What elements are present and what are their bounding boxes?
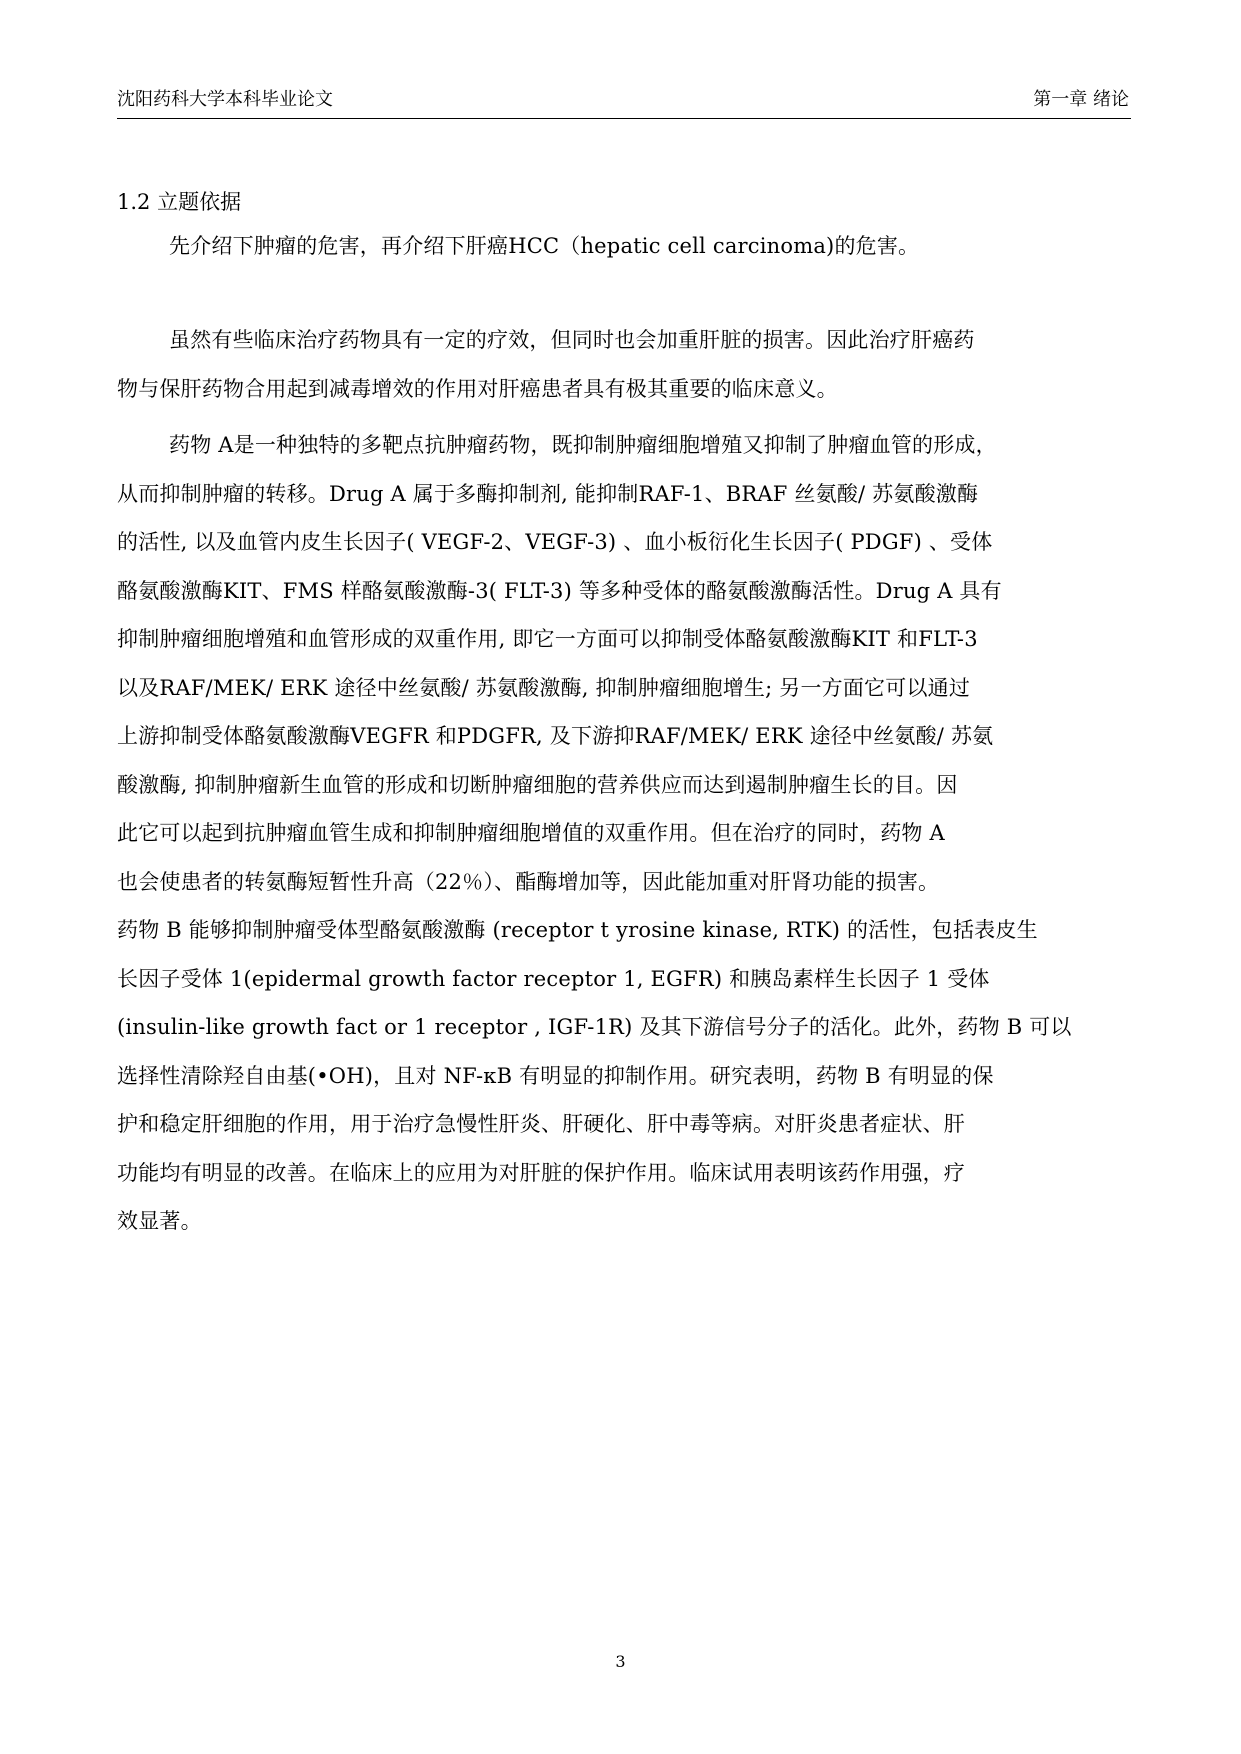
paragraph-line: 物与保肝药物合用起到减毒增效的作用对肝癌患者具有极其重要的临床意义。 <box>117 376 838 401</box>
section-heading: 1.2 立题依据 <box>117 190 242 214</box>
paragraph-clinical-significance <box>117 316 1131 413</box>
paragraph-line: 虽然有些临床治疗药物具有一定的疗效，但同时也会加重肝脏的损害。因此治疗肝癌药 <box>169 328 975 352</box>
paragraph-line: 功能均有明显的改善。在临床上的应用为对肝脏的保护作用。临床试用表明该药作用强，疗 <box>117 1160 965 1185</box>
page-number: 3 <box>615 1652 626 1671</box>
paragraph-intro <box>117 222 1131 271</box>
paragraph-line: 上游抑制受体酪氨酸激酶VEGFR 和PDGFR, 及下游抑RAF/MEK/ ERK 途径中丝氨酸/ 苏氨 <box>117 724 994 748</box>
paragraph-line: 选择性清除羟自由基(•OH)，且对 NF-κB 有明显的抑制作用。研究表明，药物 B 有明显的保 <box>117 1063 994 1088</box>
paragraph-line: 以及RAF/MEK/ ERK 途径中丝氨酸/ 苏氨酸激酶, 抑制肿瘤细胞增生; 另一方面它可以通过 <box>117 675 971 700</box>
paragraph-line: 药物 A是一种独特的多靶点抗肿瘤药物，既抑制肿瘤细胞增殖又抑制了肿瘤血管的形成， <box>169 433 997 457</box>
paragraph-line: 也会使患者的转氨酶短暂性升高（22％）、酯酶增加等，因此能加重对肝肾功能的损害。 <box>117 869 940 894</box>
paragraph-line: 长因子受体 1(epidermal growth factor receptor 1, EGFR) 和胰岛素样生长因子 1 受体 <box>117 966 990 991</box>
paragraph-line: 酪氨酸激酶KIT、FMS 样酪氨酸激酶-3( FLT-3) 等多种受体的酪氨酸激酶活性。Drug A 具有 <box>117 578 1002 603</box>
paragraph-line: 的活性, 以及血管内皮生长因子( VEGF-2、VEGF-3) 、血小板衍化生长因子( PDGF) 、受体 <box>117 530 993 554</box>
paragraph-line: 此它可以起到抗肿瘤血管生成和抑制肿瘤细胞增值的双重作用。但在治疗的同时，药物 A <box>117 821 945 845</box>
paragraph-line: 酸激酶, 抑制肿瘤新生血管的形成和切断肿瘤细胞的营养供应而达到遏制肿瘤生长的目。因 <box>117 772 958 797</box>
paragraph-line: 护和稳定肝细胞的作用，用于治疗急慢性肝炎、肝硬化、肝中毒等病。对肝炎患者症状、肝 <box>117 1112 965 1136</box>
header-thesis-title: 沈阳药科大学本科毕业论文 <box>117 89 333 110</box>
paragraph-line: (insulin-like growth fact or 1 receptor , IGF-1R) 及其下游信号分子的活化。此外，药物 B 可以 <box>117 1015 1072 1039</box>
paragraph-line: 从而抑制肿瘤的转移。Drug A 属于多酶抑制剂, 能抑制RAF-1、BRAF 丝氨酸/ 苏氨酸激酶 <box>117 481 979 506</box>
header-chapter-title: 第一章 绪论 <box>1033 89 1129 110</box>
paragraph-line: 抑制肿瘤细胞增殖和血管形成的双重作用, 即它一方面可以抑制受体酪氨酸激酶KIT 和FLT-3 <box>117 627 978 651</box>
paragraph-line: 先介绍下肿瘤的危害，再介绍下肝癌HCC（hepatic cell carcinoma)的危害。 <box>169 234 920 258</box>
paragraph-line: 药物 B 能够抑制肿瘤受体型酪氨酸激酶 (receptor t yrosine kinase, RTK) 的活性，包括表皮生 <box>117 918 1038 942</box>
paragraph-line: 效显著。 <box>117 1209 202 1233</box>
paragraph-drug-mechanisms <box>117 421 1131 1246</box>
page-header <box>117 88 1131 119</box>
